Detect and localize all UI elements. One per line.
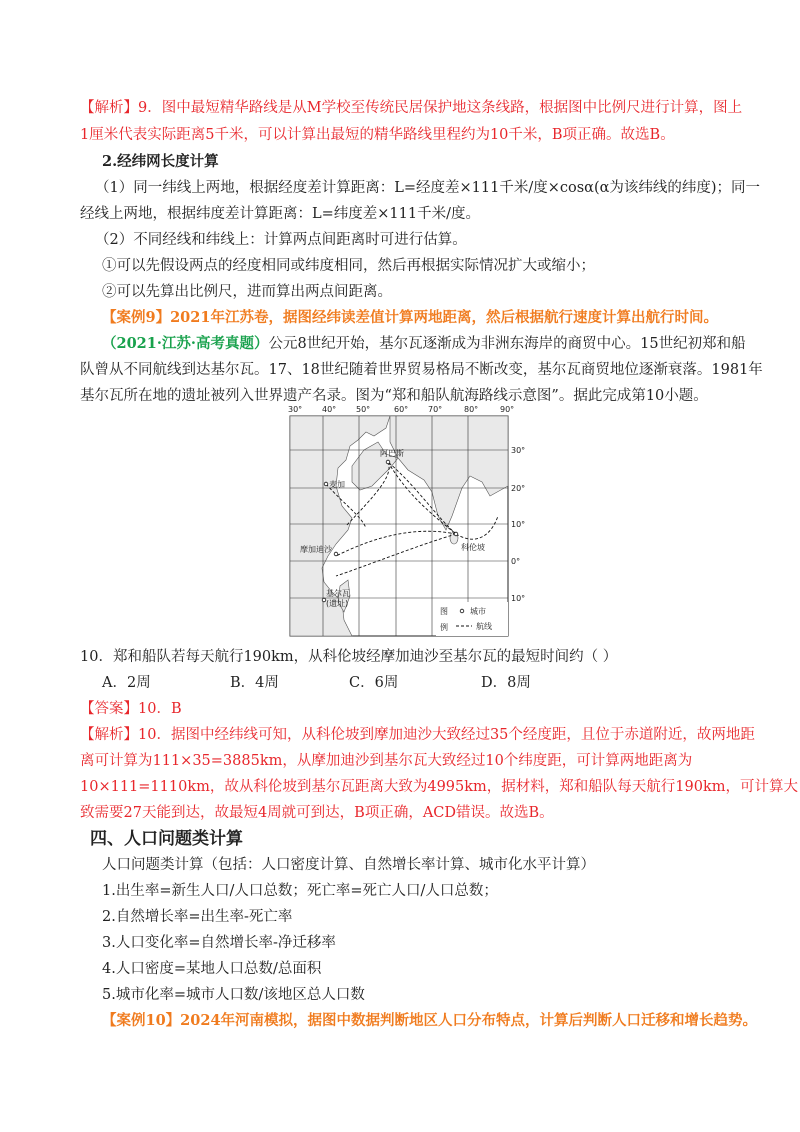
- lat-label-10s: 10°: [511, 594, 526, 603]
- city-mogadishu-label: 摩加迪沙: [300, 545, 332, 554]
- question-intro-line-3: 基尔瓦所在地的遗址被列入世界遗产名录。图为“郑和船队航海路线示意图”。据此完成第10小题。: [80, 388, 708, 404]
- population-formula-2: 2.自然增长率=出生率-死亡率: [102, 909, 293, 925]
- legend-city-label: 城市: [470, 607, 486, 616]
- legend-title-1: 图: [440, 607, 448, 616]
- lon-label-50: 50°: [356, 405, 371, 414]
- section-heading-population: 四、人口问题类计算: [90, 829, 243, 849]
- population-formula-3: 3.人口变化率=自然增长率-净迁移率: [102, 935, 336, 951]
- population-formula-4: 4.人口密度=某地人口总数/总面积: [102, 961, 322, 977]
- option-d: D．8周: [481, 675, 531, 691]
- option-c: C．6周: [349, 675, 399, 691]
- rule-1-line-2: 经线上两地，根据纬度差计算距离：L=纬度差×111千米/度。: [80, 206, 480, 222]
- city-abbas-label: 阿巴斯: [380, 449, 404, 458]
- city-kilwa-label: 基尔瓦: [326, 589, 350, 598]
- lat-label-30n: 30°: [511, 446, 526, 455]
- option-b: B．4周: [230, 675, 279, 691]
- analysis-10-line-1: 【解析】10．据图中经纬线可知，从科伦坡到摩加迪沙大致经过35个经度距，且位于赤道附近，故两地距: [80, 727, 755, 743]
- lat-label-20n: 20°: [511, 484, 526, 493]
- population-formula-1: 1.出生率=新生人口/人口总数；死亡率=死亡人口/人口总数；: [102, 883, 498, 899]
- legend-route-label: 航线: [476, 622, 492, 631]
- legend-title-2: 例: [440, 623, 448, 632]
- analysis-10-line-2: 离可计算为111×35=3885km，从摩加迪沙到基尔瓦大致经过10个纬度距，可计算两地距离为: [80, 753, 693, 769]
- city-colombo-label: 科伦坡: [461, 543, 485, 552]
- lon-label-70: 70°: [428, 405, 443, 414]
- lat-label-0: 0°: [511, 557, 521, 566]
- population-intro: 人口问题类计算（包括：人口密度计算、自然增长率计算、城市化水平计算）: [102, 857, 595, 873]
- lon-label-40: 40°: [322, 405, 337, 414]
- intro-text: 公元8世纪开始，基尔瓦逐渐成为非洲东海岸的商贸中心。15世纪初郑和船: [268, 336, 746, 352]
- lon-label-80: 80°: [464, 405, 479, 414]
- legend-city-symbol: [460, 609, 464, 613]
- section-heading-latlon-length: 2.经纬网长度计算: [102, 153, 219, 170]
- lat-label-10n: 10°: [511, 520, 526, 529]
- option-a: A．2周: [102, 675, 151, 691]
- rule-1-line-1: （1）同一纬线上两地，根据经度差计算距离：L=经度差×111千米/度×cosα(α为该纬线的纬度)；同一: [95, 180, 761, 196]
- question-intro-line-1: [102, 333, 746, 355]
- rule-2: （2）不同经线和纬线上：计算两点间距离时可进行估算。: [95, 232, 467, 248]
- analysis-9-line-1: 【解析】9．图中最短精华路线是从M学校至传统民居保护地这条线路，根据图中比例尺进行计算，图上: [80, 100, 743, 116]
- lon-label-60: 60°: [394, 405, 409, 414]
- case-10-heading: 【案例10】2024年河南模拟，据图中数据判断地区人口分布特点，计算后判断人口迁移和增长趋势。: [102, 1012, 758, 1029]
- analysis-10-line-3: 10×111=1110km，故从科伦坡到基尔瓦距离大致为4995km，据材料，郑和船队每天航行190km，可计算大: [80, 779, 799, 795]
- rule-2-item-2: ②可以先算出比例尺，进而算出两点间距离。: [102, 284, 392, 300]
- city-kilwa-note: (遗址): [326, 599, 349, 608]
- question-10: 10．郑和船队若每天航行190km，从科伦坡经摩加迪沙至基尔瓦的最短时间约（ ）: [80, 649, 618, 665]
- question-intro-line-2: 队曾从不同航线到达基尔瓦。17、18世纪随着世界贸易格局不断改变，基尔瓦商贸地位逐渐衰落。1981年: [80, 362, 763, 378]
- case-9-heading: 【案例9】2021年江苏卷，据图经纬读差值计算两地距离，然后根据航行速度计算出航行时间。: [102, 309, 718, 326]
- population-formula-5: 5.城市化率=城市人口数/该地区总人口数: [102, 987, 365, 1003]
- exam-source: （2021·江苏·高考真题）: [102, 335, 269, 352]
- answer-10: 【答案】10．B: [80, 701, 182, 717]
- lon-label-90: 90°: [500, 405, 515, 414]
- city-mecca-label: 麦加: [329, 480, 345, 489]
- analysis-9-line-2: 1厘米代表实际距离5千米，可以计算出最短的精华路线里程约为10千米，B项正确。故选B。: [80, 127, 675, 143]
- zhenghe-route-map: [286, 405, 526, 638]
- analysis-10-line-4: 致需要27天能到达，故最短4周就可到达，B项正确，ACD错误。故选B。: [80, 805, 554, 821]
- lon-label-30: 30°: [288, 405, 303, 414]
- rule-2-item-1: ①可以先假设两点的经度相同或纬度相同，然后再根据实际情况扩大或缩小；: [102, 258, 595, 274]
